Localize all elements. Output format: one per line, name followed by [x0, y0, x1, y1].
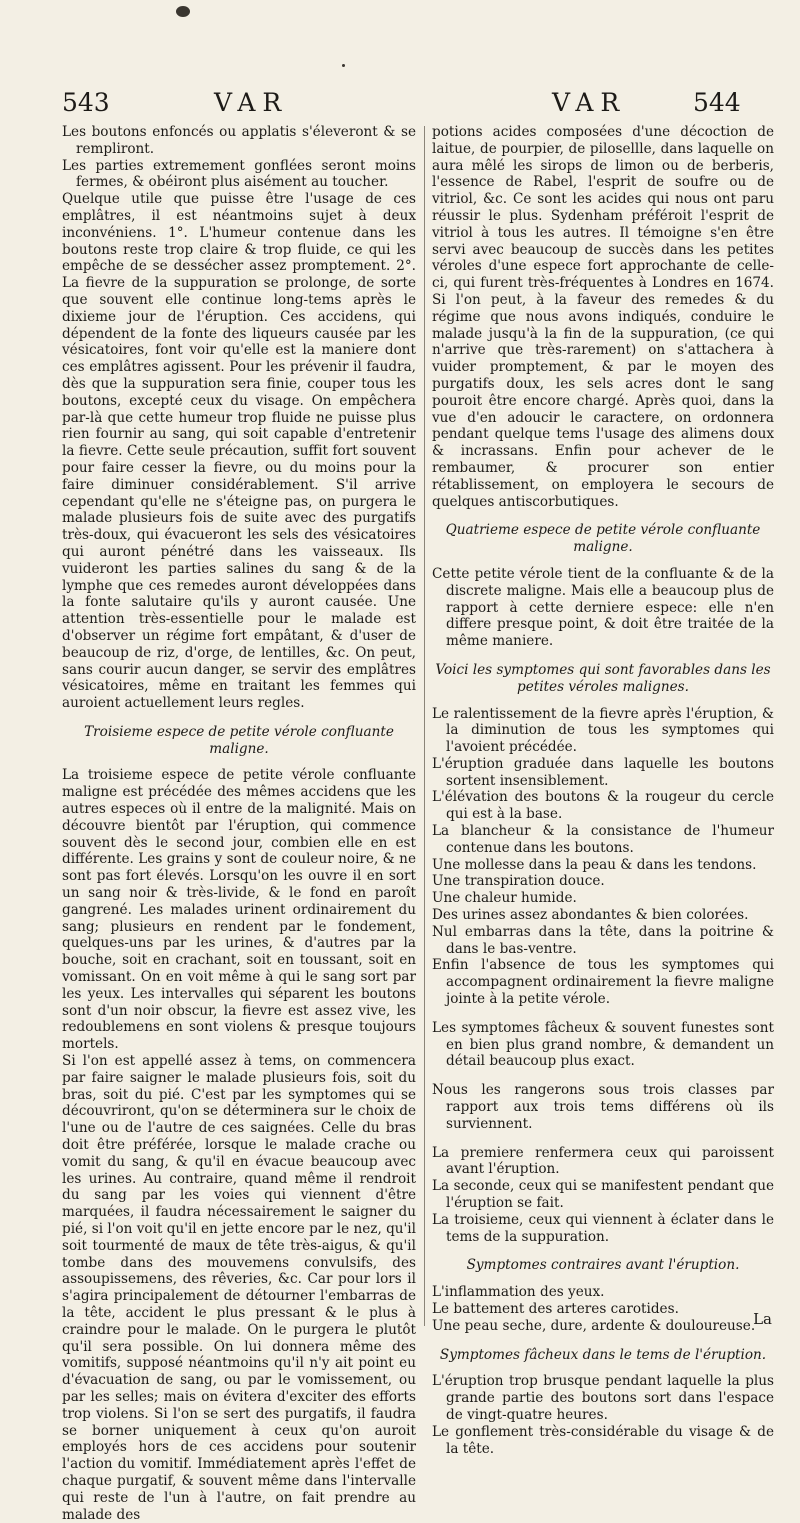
paragraph: Les boutons enfoncés ou applatis s'éleveront & se rempliront.	[62, 124, 416, 157]
catchword: La	[753, 1310, 772, 1328]
paragraph: La blancheur & la consistance de l'humeur contenue dans les boutons.	[432, 823, 774, 856]
paragraph: Cette petite vérole tient de la confluante & de la discrete maligne. Mais elle a beaucoup plus de rapport à cette derniere espece: elle n'en differe presque point, & doit être traitée de la même maniere.	[432, 565, 774, 650]
paragraph-gap	[432, 1070, 774, 1082]
paragraph: Le battement des arteres carotides.	[432, 1301, 679, 1317]
column-divider	[424, 126, 425, 1326]
section-heading: Quatrieme espece de petite vérole confluante maligne.	[445, 522, 761, 556]
paragraph: Une transpiration douce.	[432, 873, 605, 890]
paragraph: Le gonflement très-considérable du visage & de la tête.	[432, 1423, 774, 1457]
paragraph: Quelque utile que puisse être l'usage de ces emplâtres, il est néantmoins sujet à deux inconvéniens. 1°. L'humeur contenue dans les boutons reste trop claire & trop fluide, ce qui les empêche de se dessécher assez promptement. 2°. La fievre de la suppuration se prolonge, de sorte que souvent elle continue long-tems après le dixieme jour de l'éruption. Ces accidens, qui dépendent de la fonte des liqueurs causée par les vésicatoires, font voir qu'elle est la maniere dont ces emplâtres agissent. Pour les prévenir il faudra, dès que la suppuration sera finie, couper tous les boutons, excepté ceux du visage. On empêchera par-là que cette humeur trop fluide ne puisse plus rien fournir au sang, qui soit capable d'entretenir la fievre. Cette seule précaution, suffit fort souvent pour faire cesser la fievre, ou du moins pour la faire diminuer considérablement. S'il arrive cependant qu'elle ne s'éteigne pas, on purgera le malade plusieurs fois de suite avec des purgatifs très-doux, qui évacueront les sels des vésicatoires qui auront pénétré dans les vaisseaux. Ils vuideront les parties salines du sang & de la lymphe que ces remedes auront développées dans la fonte salutaire qu'ils y auront causée. Une attention très-essentielle pour le malade est d'observer un régime fort empâtant, & d'user de beaucoup de riz, d'orge, de lentilles, &c. On peut, sans courir aucun danger, se servir des emplâtres vésicatoires, même en traitant les femmes qui auroient actuellement leurs regles.	[62, 191, 416, 712]
paragraph: Enfin l'absence de tous les symptomes qui accompagnent ordinairement la fievre maligne jointe à la petite vérole.	[432, 957, 774, 1008]
paragraph: Les symptomes fâcheux & souvent funestes sont en bien plus grand nombre, & demandent un détail beaucoup plus exact.	[432, 1019, 774, 1070]
paragraph-gap	[432, 1008, 774, 1020]
page-number-left: 543	[62, 88, 110, 117]
paragraph: La troisieme, ceux qui viennent à éclater dans le tems de la suppuration.	[432, 1211, 774, 1245]
paragraph: L'élévation des boutons & la rougeur du cercle qui est à la base.	[432, 789, 774, 823]
paragraph: Si l'on est appellé assez à tems, on commencera par faire saigner le malade plusieurs fois, soit du bras, soit du pié. C'est par les symptomes qui se découvriront, qu'on se déterminera sur le choix de l'une ou de l'autre de ces saignées. Celle du bras doit être préférée, lorsque le malade crache ou vomit du sang, & qu'il en évacue beaucoup avec les urines. Au contraire, quand même il rendroit du sang par les voies qui viennent d'être marquées, il faudra nécessairement le saigner du pié, si l'on voit qu'il en jette encore par le nez, qu'il soit tourmenté de maux de tête très-aigus, & qu'il tombe dans des mouvemens convulsifs, des assoupissemens, des rêveries, &c. Car pour lors il s'agira principalement de détourner l'embarras de la tête, accident le plus pressant & le plus à craindre pour le malade. On le purgera le plutôt qu'il sera possible. On lui donnera même des vomitifs, supposé néantmoins qu'il n'y ait point eu d'évacuation de sang, ou par le vomissement, ou par les selles; mais on évitera d'exciter des efforts trop violens. Si l'on se sert des purgatifs, il faudra se borner uniquement à ceux qu'on auroit employés hors de ces accidens pour soutenir l'action du vomitif. Immédiatement après l'effet de chaque purgatif, & souvent même dans l'intervalle qui reste de l'un à l'autre, on fait prendre au malade des	[62, 1053, 416, 1523]
paragraph: Nous les rangerons sous trois classes par rapport aux trois tems différens où ils surviennent.	[432, 1082, 774, 1132]
page-number-right: 544	[693, 88, 741, 117]
paragraph: Une chaleur humide.	[432, 890, 577, 907]
section-heading: Troisieme espece de petite vérole confluante maligne.	[84, 723, 394, 757]
paragraph: Les parties extremement gonflées seront moins fermes, & obéiront plus aisément au toucher.	[62, 157, 416, 191]
paragraph: La seconde, ceux qui se manifestent pendant que l'éruption se fait.	[432, 1178, 774, 1212]
paragraph: Une mollesse dans la peau & dans les tendons.	[432, 856, 757, 873]
paragraph: L'inflammation des yeux.	[432, 1284, 605, 1301]
ink-spot	[342, 64, 345, 67]
running-title-right: VAR	[552, 88, 627, 117]
paragraph: Une peau seche, dure, ardente & douloureuse.	[432, 1317, 756, 1334]
paragraph: L'éruption trop brusque pendant laquelle la plus grande partie des boutons sort dans l'espace de vingt-quatre heures.	[432, 1373, 774, 1423]
paragraph: L'éruption graduée dans laquelle les boutons sortent insensiblement.	[432, 755, 774, 789]
running-title-left: VAR	[214, 88, 289, 117]
paragraph: La troisieme espece de petite vérole confluante maligne est précédée des mêmes accidens que les autres especes où il entre de la malignité. Mais on découvre bientôt par l'éruption, qui commence souvent dès le second jour, combien elle en est différente. Les grains y sont de couleur noire, & ne sont pas fort élevés. Lorsqu'on les ouvre il en sort un sang noir & très-livide, & le fond en paroît gangrené. Les malades urinent ordinairement du sang; plusieurs en rendent par le fondement, quelques-uns par les urines, & d'autres par la bouche, soit en crachant, soit en toussant, soit en vomissant. On en voit même à qui le sang sort par les yeux. Les intervalles qui séparent les boutons sont d'un noir obscur, la fievre est assez vive, les redoublemens en sont violens & presque toujours mortels.	[62, 767, 416, 1053]
paragraph-gap	[432, 1133, 774, 1145]
section-heading: Symptomes contraires avant l'éruption.	[466, 1257, 740, 1274]
running-header	[0, 88, 800, 122]
paragraph: Nul embarras dans la tête, dans la poitrine & dans le bas-ventre.	[432, 923, 774, 957]
section-heading: Symptomes fâcheux dans le tems de l'éruption.	[439, 1346, 767, 1363]
right-column	[432, 124, 774, 1457]
left-column	[62, 124, 416, 1523]
paragraph: Des urines assez abondantes & bien colorées.	[432, 907, 749, 924]
paragraph: potions acides composées d'une décoction de laitue, de pourpier, de pilosellle, dans laquelle on aura mêlé les sirops de limon ou de berberis, l'essence de Rabel, l'esprit de soufre ou de vitriol, &c. Ce sont les acides qui nous ont paru réussir le plus. Sydenham préféroit l'esprit de vitriol à tous les autres. Il témoigne s'en être servi avec beaucoup de succès dans les petites véroles d'une espece fort approchante de celle-ci, qui furent très-fréquentes à Londres en 1674. Si l'on peut, à la faveur des remedes & du régime que nous avons indiqués, conduire le malade jusqu'à la fin de la suppuration, (ce qui n'arrive que très-rarement) on s'attachera à vuider promptement, & par le moyen des purgatifs doux, les sels acres dont le sang pouroit être encore chargé. Après quoi, dans la vue d'en adoucir le caractere, on ordonnera pendant quelque tems l'usage des alimens doux & incrassans. Enfin pour achever de le rembaumer, & procurer son entier rétablissement, on employera le secours de quelques antiscorbutiques.	[432, 124, 774, 510]
paragraph: La premiere renfermera ceux qui paroissent avant l'éruption.	[432, 1144, 774, 1178]
ink-spot	[176, 6, 190, 17]
section-heading: Voici les symptomes qui sont favorables dans les petites véroles malignes.	[435, 661, 771, 695]
paragraph: Le ralentissement de la fievre après l'éruption, & la diminution de tous les symptomes qui l'avoient précédée.	[432, 705, 774, 756]
